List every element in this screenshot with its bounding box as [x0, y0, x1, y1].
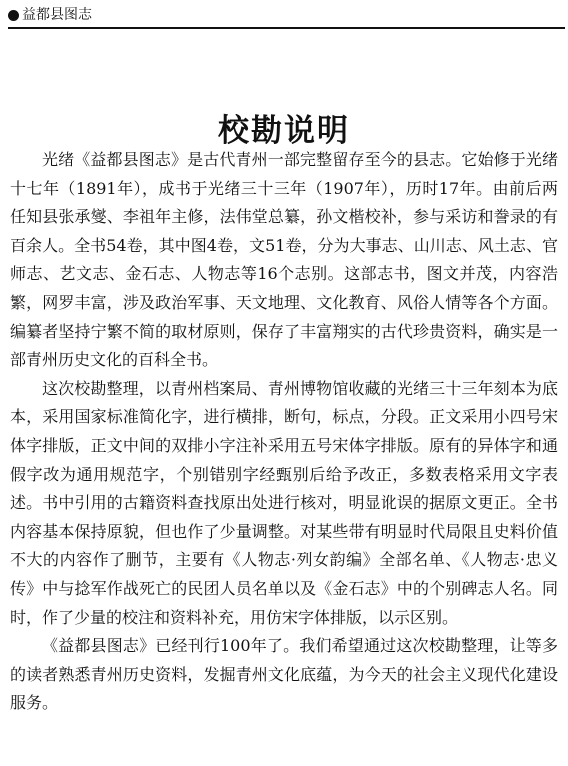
paragraph-method: 这次校勘整理，以青州档案局、青州博物馆收藏的光绪三十三年刻本为底本，采用国家标准简化字，进行横排，断句，标点，分段。正文采用小四号宋体字排版，正文中间的双排小字注补采用五号宋体字排版。原有的异体字和通假字改为通用规范字，个别错别字经甄别后给予改正，多数表格采用文字表述。书中引用的古籍资料查找原出处进行核对，明显讹误的据原文更正。全书内容基本保持原貌，但也作了少量调整。对某些带有明显时代局限且史料价值不大的内容作了删节，主要有《人物志·列女韵编》全部名单、《人物志·忠义传》中与捻军作战死亡的民团人员名单以及《金石志》中的个别碑志人名。同时，作了少量的校注和资料补充，用仿宋字体排版，以示区别。: [10, 378, 558, 627]
paragraph-intro: 光绪《益都县图志》是古代青州一部完整留存至今的县志。它始修于光绪十七年（1891年），成书于光绪三十三年（1907年），历时17年。由前后两任知县张承燮、李祖年主修，法伟堂总纂，孙文楷校补，参与采访和誊录的有百余人。全书54卷，其中图4卷，文51卷，分为大事志、山川志、风土志、官师志、艺文志、金石志、人物志等16个志别。这部志书，图文并茂，内容浩繁，网罗丰富，涉及政治军事、天文地理、文化教育、风俗人情等各个方面。编纂者坚持宁繁不简的取材原则，保存了丰富翔实的古代珍贵资料，确实是一部青州历史文化的百科全书。: [10, 150, 558, 370]
bullet-icon: [8, 10, 19, 21]
header-rule: [8, 27, 565, 29]
paragraph-closing: 《益都县图志》已经刊行100年了。我们希望通过这次校勘整理，让等多的读者熟悉青州历史资料，发掘青州文化底蕴，为今天的社会主义现代化建设服务。: [10, 636, 558, 713]
body-text: [10, 146, 558, 718]
book-title: 益都县图志: [22, 7, 92, 23]
running-header: [8, 5, 92, 25]
page-title: 校勘说明: [218, 112, 350, 149]
